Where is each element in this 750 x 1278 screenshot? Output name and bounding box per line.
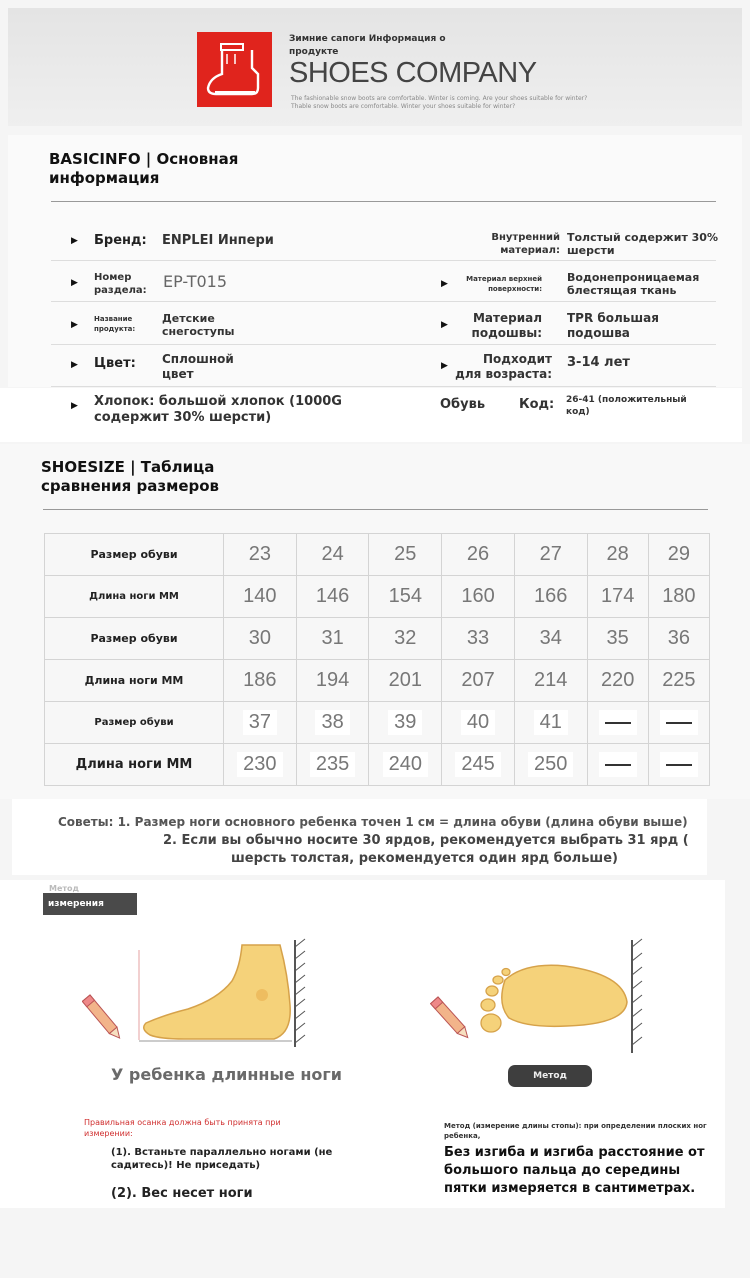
sole-material-label-1: Материал (472, 311, 542, 325)
header-brand: SHOES COMPANY (289, 57, 537, 89)
empty-cell (660, 752, 698, 777)
step-1-line-1: (1). Встаньте параллельно ногами (не (111, 1147, 333, 1158)
bullet-icon: ▶ (71, 360, 78, 370)
method-note (444, 1121, 707, 1141)
method-badge-label: измерения (48, 899, 104, 909)
product-name-value-1: Детские (162, 312, 215, 325)
ankle-shape (256, 989, 268, 1001)
sole-material-label-2: подошвы: (471, 326, 542, 340)
bullet-icon: ▶ (441, 361, 448, 371)
table-cell: 33 (442, 618, 515, 660)
bullet-icon: ▶ (71, 236, 78, 246)
age-value: 3-14 лет (567, 355, 630, 370)
wall-hatch (295, 939, 305, 1043)
table-cell: 32 (369, 618, 442, 660)
size-table-divider (43, 509, 708, 510)
cell-value: 41 (534, 710, 568, 735)
table-cell (224, 702, 297, 744)
table-cell: 194 (296, 660, 369, 702)
table-cell (369, 702, 442, 744)
color-value-2: цвет (162, 367, 194, 381)
age-label-1: Подходит (482, 352, 552, 366)
tip-2 (163, 832, 711, 868)
posture-note-2: измерении: (84, 1129, 133, 1138)
pencil-icon (82, 995, 123, 1041)
table-cell: 140 (224, 576, 297, 618)
row-header: Длина ноги MM (45, 576, 224, 618)
table-cell: 26 (442, 534, 515, 576)
bullet-icon: ▶ (71, 401, 78, 411)
table-cell: 174 (587, 576, 648, 618)
header-tagline-1: The fashionable snow boots are comfortable. Winter is coming. Are your shoes suitable for winter? (291, 95, 588, 102)
cell-value: 37 (243, 710, 277, 735)
cotton-info-1: Хлопок: большой хлопок (1000G (94, 394, 342, 409)
basic-info-divider (51, 201, 716, 202)
product-name-label-1: Название (94, 315, 133, 323)
table-cell: 23 (224, 534, 297, 576)
shoes-label: Обувь (440, 397, 486, 412)
age-label-2: для возраста: (455, 367, 552, 381)
table-cell: 166 (514, 576, 587, 618)
table-cell: 36 (648, 618, 709, 660)
table-cell (296, 744, 369, 786)
inner-material-label (450, 231, 560, 257)
table-cell (296, 702, 369, 744)
table-cell: 207 (442, 660, 515, 702)
dash-icon (666, 764, 692, 766)
cell-value: 245 (455, 752, 500, 777)
code-value-1: 26-41 (положительный (566, 395, 687, 405)
sole-material-label (452, 311, 542, 341)
color-value-1: Сплошной (162, 352, 234, 366)
cell-value: 250 (528, 752, 573, 777)
tip-1: Советы: 1. Размер ноги основного ребенка точен 1 см = длина обуви (длина обуви выше) (58, 815, 688, 829)
section-number-label-1: Номер (94, 272, 132, 283)
table-cell: 220 (587, 660, 648, 702)
inner-material-label-2: материал: (500, 245, 560, 256)
dash-icon (605, 764, 631, 766)
row-header: Размер обуви (45, 618, 224, 660)
table-cell: 146 (296, 576, 369, 618)
empty-cell (660, 710, 698, 735)
method-badge-right: Метод (508, 1065, 592, 1087)
table-cell (648, 744, 709, 786)
cell-value: 240 (383, 752, 428, 777)
caption-left: У ребенка длинные ноги (111, 1065, 342, 1084)
size-table-title-1: SHOESIZE | Таблица (41, 458, 215, 476)
step-2: (2). Вес несет ноги (111, 1186, 253, 1201)
row-header: Размер обуви (45, 702, 224, 744)
cotton-info (94, 394, 342, 426)
surface-material-value-1: Водонепроницаемая (567, 271, 700, 284)
cell-value: 39 (388, 710, 422, 735)
sole-material-value-2: подошва (567, 326, 630, 340)
tip-2-line-1: 2. Если вы обычно носите 30 ярдов, рекомендуется выбрать 31 ярд ( (163, 833, 689, 848)
method-note-1: Метод (измерение длины стопы): при определении плоских ног (444, 1122, 707, 1130)
row-divider (51, 344, 716, 345)
table-cell: 154 (369, 576, 442, 618)
cotton-info-2: содержит 30% шерсти) (94, 410, 272, 425)
table-cell: 24 (296, 534, 369, 576)
empty-cell (599, 710, 637, 735)
table-cell (514, 702, 587, 744)
method-description-2: большого пальца до середины (444, 1163, 681, 1178)
table-cell (587, 744, 648, 786)
section-number-label-2: раздела: (94, 285, 147, 296)
surface-material-value (567, 271, 699, 297)
table-row (45, 618, 710, 660)
table-cell: 180 (648, 576, 709, 618)
step-1-line-2: садитесь)! Не приседать) (111, 1160, 261, 1171)
table-cell: 29 (648, 534, 709, 576)
color-value (162, 352, 234, 382)
row-divider (51, 301, 716, 302)
table-cell: 28 (587, 534, 648, 576)
age-label (452, 352, 552, 382)
table-cell (514, 744, 587, 786)
sole-material-value-1: TPR большая (567, 311, 659, 325)
table-cell (224, 744, 297, 786)
header-tagline-2: Thable snow boots are comfortable. Winter your shoes suitable for winter? (291, 103, 516, 110)
table-cell: 34 (514, 618, 587, 660)
tip-2-line-2: шерсть толстая, рекомендуется один ярд больше) (231, 851, 618, 866)
table-cell (369, 744, 442, 786)
table-cell: 201 (369, 660, 442, 702)
table-row (45, 660, 710, 702)
top-foot-illustration (430, 935, 650, 1060)
pencil-icon (431, 997, 472, 1041)
bullet-icon: ▶ (441, 279, 448, 289)
table-cell: 25 (369, 534, 442, 576)
bullet-icon: ▶ (71, 320, 78, 330)
method-description (444, 1144, 705, 1198)
empty-cell (599, 752, 637, 777)
size-table (44, 533, 710, 786)
surface-material-label-2: поверхности: (488, 285, 542, 293)
table-row (45, 534, 710, 576)
cell-value: 38 (315, 710, 349, 735)
method-description-1: Без изгиба и изгиба расстояние от (444, 1145, 705, 1160)
product-name-value-2: снегоступы (162, 325, 235, 338)
step-1 (111, 1146, 332, 1172)
posture-note (84, 1117, 281, 1139)
method-description-3: пятки измеряется в сантиметрах. (444, 1181, 696, 1196)
brand-label: Бренд: (94, 233, 147, 248)
row-header: Длина ноги MM (45, 744, 224, 786)
code-value (566, 394, 687, 418)
table-cell (442, 702, 515, 744)
section-number-value: EP-T015 (163, 272, 228, 291)
sole-material-value (567, 311, 659, 341)
table-cell: 214 (514, 660, 587, 702)
cell-value: 40 (461, 710, 495, 735)
wall-hatch (632, 939, 642, 1045)
table-cell (587, 702, 648, 744)
basic-info-title-1: BASICINFO | Основная (49, 150, 239, 168)
bullet-icon: ▶ (441, 320, 448, 330)
dash-icon (605, 722, 631, 724)
size-table-title-2: сравнения размеров (41, 477, 220, 495)
surface-material-label (462, 274, 542, 294)
method-badge-top: Метод (49, 884, 79, 893)
table-cell: 31 (296, 618, 369, 660)
cell-value: 235 (310, 752, 355, 777)
row-divider (51, 386, 716, 387)
surface-material-value-2: блестящая ткань (567, 284, 677, 297)
table-row (45, 744, 710, 786)
table-cell: 27 (514, 534, 587, 576)
inner-material-value-2: шерсти (567, 244, 615, 257)
surface-material-label-1: Материал верхней (466, 275, 542, 283)
method-badge (43, 884, 137, 915)
product-name-value (162, 312, 235, 338)
row-divider (51, 260, 716, 261)
table-row (45, 576, 710, 618)
boot-icon (197, 32, 272, 107)
code-label: Код: (519, 397, 555, 412)
sole-shape (502, 965, 627, 1026)
boot-logo (197, 32, 272, 107)
header-title-small: Зимние сапоги Информация о продукте (289, 34, 446, 57)
basic-info-title (49, 150, 238, 188)
row-header: Длина ноги MM (45, 660, 224, 702)
basic-info-title-2: информация (49, 169, 160, 187)
table-cell: 186 (224, 660, 297, 702)
table-cell: 30 (224, 618, 297, 660)
method-note-2: ребенка, (444, 1132, 481, 1140)
cell-value: 230 (237, 752, 282, 777)
brand-value: ENPLEI Инпери (162, 233, 274, 248)
row-header: Размер обуви (45, 534, 224, 576)
bullet-icon: ▶ (71, 278, 78, 288)
foot-shape (144, 945, 290, 1039)
color-label: Цвет: (94, 356, 136, 371)
table-cell: 35 (587, 618, 648, 660)
inner-material-value-1: Толстый содержит 30% (567, 231, 718, 244)
posture-note-1: Правильная осанка должна быть принята при (84, 1118, 281, 1127)
table-row (45, 702, 710, 744)
section-number-label (94, 271, 147, 297)
dash-icon (666, 722, 692, 724)
table-cell: 225 (648, 660, 709, 702)
product-name-label-2: продукта: (94, 325, 136, 333)
table-cell: 160 (442, 576, 515, 618)
code-value-2: код) (566, 407, 590, 417)
inner-material-value (567, 231, 718, 257)
table-cell (442, 744, 515, 786)
size-table-title (41, 458, 219, 496)
side-foot-illustration (82, 935, 312, 1053)
inner-material-label-1: Внутренний (491, 232, 560, 243)
product-name-label (94, 314, 135, 334)
header-tagline (291, 95, 587, 111)
table-cell (648, 702, 709, 744)
